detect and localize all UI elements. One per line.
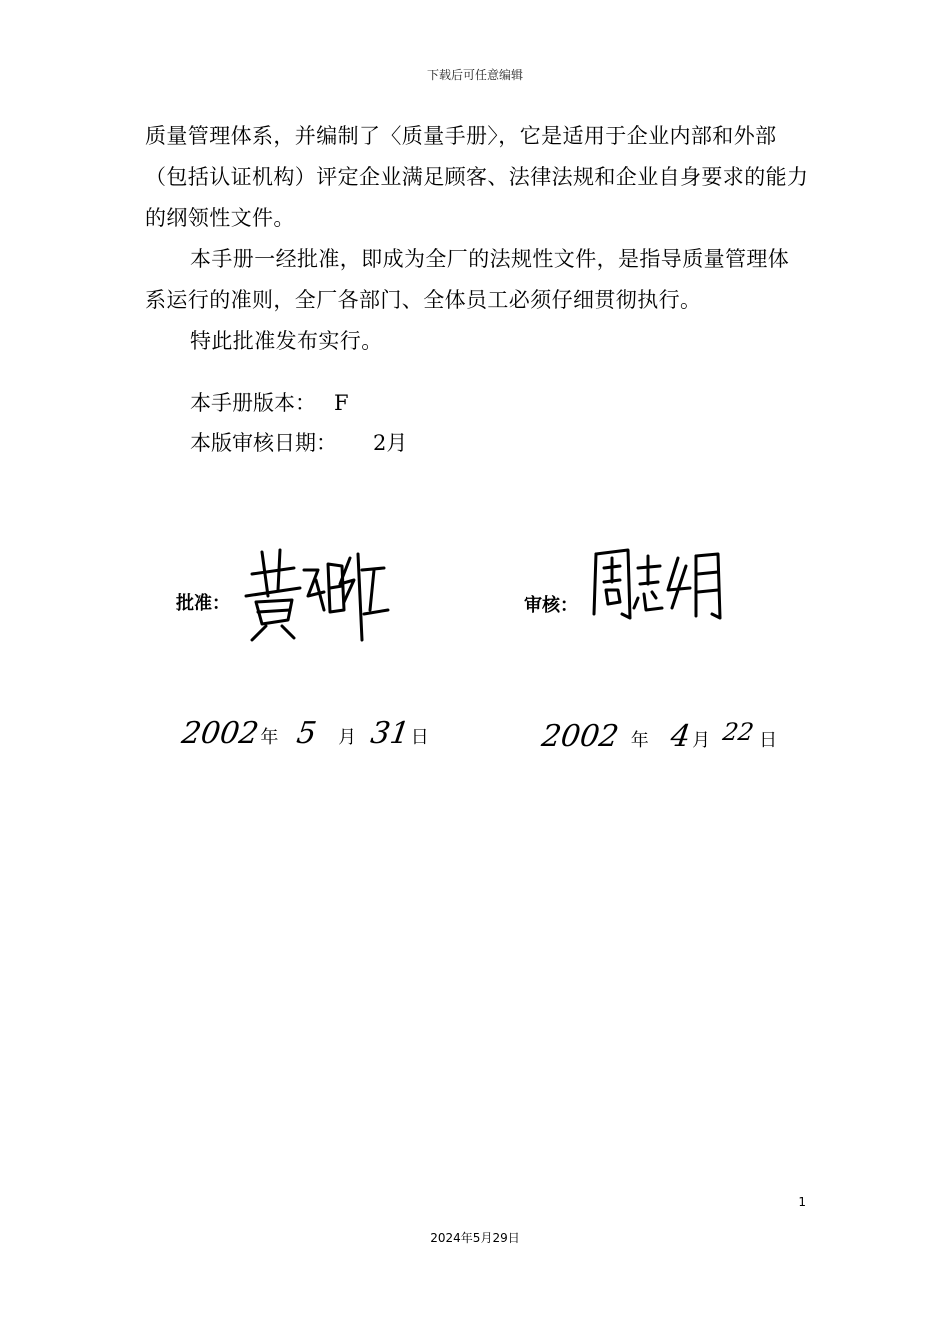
review-day: 22 [720,718,756,746]
review-signature [586,538,736,628]
approve-month: 5 [294,716,319,751]
manual-meta [190,383,407,463]
review-year: 2002 [539,719,621,754]
page-number: 1 [798,1195,806,1209]
version-row [190,383,407,423]
body-text [145,116,810,362]
version-value: F [334,391,349,415]
paragraph-3: 特此批准发布实行。 [190,329,383,353]
review-label: 审核： [524,595,578,616]
review-date-value: 2月 [373,431,408,455]
header-note: 下载后可任意编辑 [426,68,523,82]
version-label: 本手册版本： [190,391,316,415]
review-month-unit: 月 [692,730,711,751]
review-date [539,718,779,754]
approve-month-unit: 月 [338,727,357,748]
approve-signature [238,540,398,655]
review-date-label: 本版审核日期： [190,431,337,455]
approve-day-unit: 日 [410,727,429,748]
paragraph-1: 质量管理体系，并编制了〈质量手册〉，它是适用于企业内部和外部（包括认证机构）评定企业满足顾客、法律法规和企业自身要求的能力的纲领性文件。 [145,124,809,230]
approve-year: 2002 [179,716,261,751]
approve-date [179,716,431,751]
paragraph-2: 本手册一经批准，即成为全厂的法规性文件，是指导质量管理体系运行的准则，全厂各部门、全体员工必须仔细贯彻执行。 [145,247,790,312]
review-month: 4 [668,719,693,754]
review-date-row [190,423,407,463]
approve-day: 31 [368,716,412,751]
review-day-unit: 日 [759,730,778,751]
approve-year-unit: 年 [260,727,279,748]
review-year-unit: 年 [630,730,649,751]
approve-label: 批准： [176,593,230,614]
footer-date: 2024年5月29日 [430,1231,520,1245]
